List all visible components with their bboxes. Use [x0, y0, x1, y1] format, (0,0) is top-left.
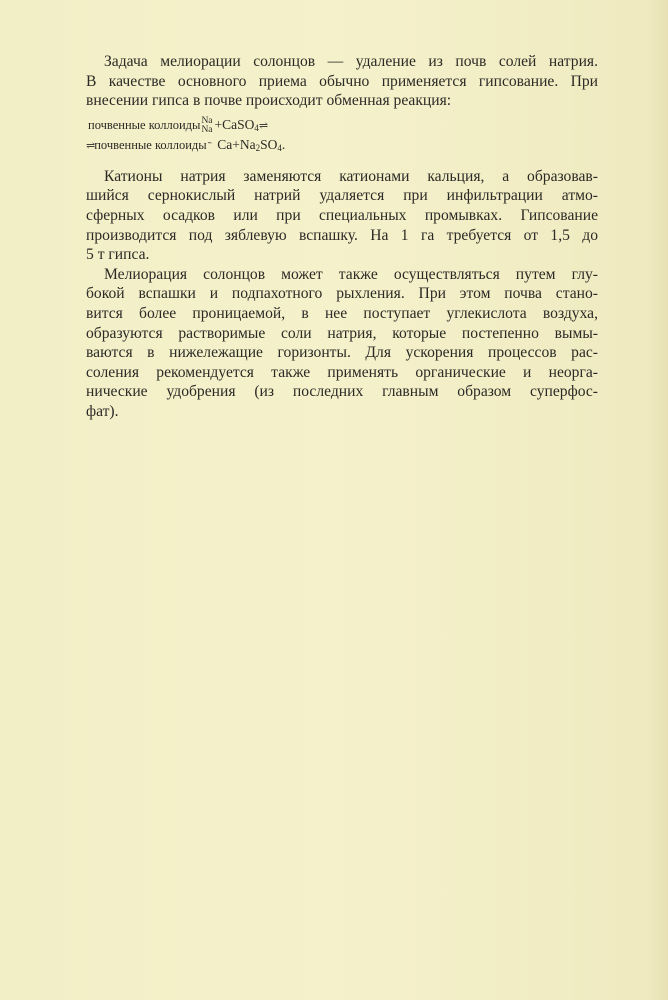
- paragraph-3-line-6: соления рекомендуется также применять органические и неорга-: [86, 363, 598, 381]
- calcium-sulfate: [215, 117, 259, 132]
- paragraph-3-line-5: ваются в нижележащие горизонты. Для ускорения процессов рас-: [86, 344, 598, 362]
- equilibrium-arrows-icon: ⇌: [258, 119, 268, 132]
- paragraph-2-line-4: производится под зяблевую вспашку. На 1 га требуется от 1,5 до: [86, 226, 598, 244]
- paragraph-3-line-1: Мелиорация солонцов может также осуществляться путем глу-: [104, 265, 598, 283]
- paragraph-3-line-2: бокой вспашки и подпахотного рыхления. При этом почва стано-: [86, 285, 598, 303]
- formula-colloids-label: почвенные коллоиды: [88, 117, 201, 132]
- page-text-block: [86, 52, 598, 422]
- calcium-sulfate-subscript: 4: [254, 122, 259, 133]
- paragraph-2: [86, 167, 598, 265]
- paragraph-2-line-2: шийся сернокислый натрий удаляется при инфильтрации атмо-: [86, 187, 598, 205]
- calcium-and-sodium-sulfate: [214, 137, 285, 152]
- paragraph-1-line-3: внесении гипса в почве происходит обменная реакция:: [86, 92, 452, 110]
- sodium-subscript: 2: [255, 142, 261, 153]
- formula-line-2: [86, 137, 598, 157]
- calcium-symbol: Ca: [217, 136, 233, 152]
- formula-period: .: [281, 136, 286, 152]
- paragraph-2-line-5: 5 т гипса.: [86, 246, 150, 264]
- bond-marks-icon: ‷: [207, 141, 212, 151]
- paragraph-3: [86, 265, 598, 422]
- paragraph-3-line-8: фат).: [86, 402, 119, 420]
- formula-line-1: [86, 117, 598, 137]
- sodium-bottom: Na: [201, 124, 213, 135]
- equilibrium-arrows-icon: ⇌: [86, 139, 95, 152]
- sulfate-text: SO: [260, 136, 278, 152]
- paragraph-3-line-7: нические удобрения (из последних главным образом суперфос-: [86, 383, 598, 401]
- calcium-sulfate-text: +CaSO: [214, 116, 255, 132]
- sodium-top: Na: [201, 115, 213, 126]
- paragraph-2-line-3: сферных осадков или при специальных промывках. Гипсование: [86, 206, 598, 224]
- formula-colloids-label-2: почвенные коллоиды: [94, 137, 207, 152]
- sodium-stack: [201, 117, 212, 135]
- paragraph-2-line-1: Катионы натрия заменяются катионами кальция, а образовав-: [104, 167, 598, 185]
- sulfate-subscript: 4: [277, 142, 282, 153]
- sodium-text: +Na: [232, 136, 256, 152]
- paragraph-3-line-3: вится более проницаемой, в нее поступает углекислота воздуха,: [86, 304, 598, 322]
- chemical-reaction-formula: [86, 117, 598, 157]
- paragraph-3-line-4: образуются растворимые соли натрия, которые постепенно вымы-: [86, 324, 598, 342]
- paragraph-1: [86, 52, 598, 111]
- paragraph-1-line-2: В качестве основного приема обычно применяется гипсование. При: [86, 72, 598, 90]
- paragraph-1-line-1: Задача мелиорации солонцов — удаление из почв солей натрия.: [104, 53, 598, 70]
